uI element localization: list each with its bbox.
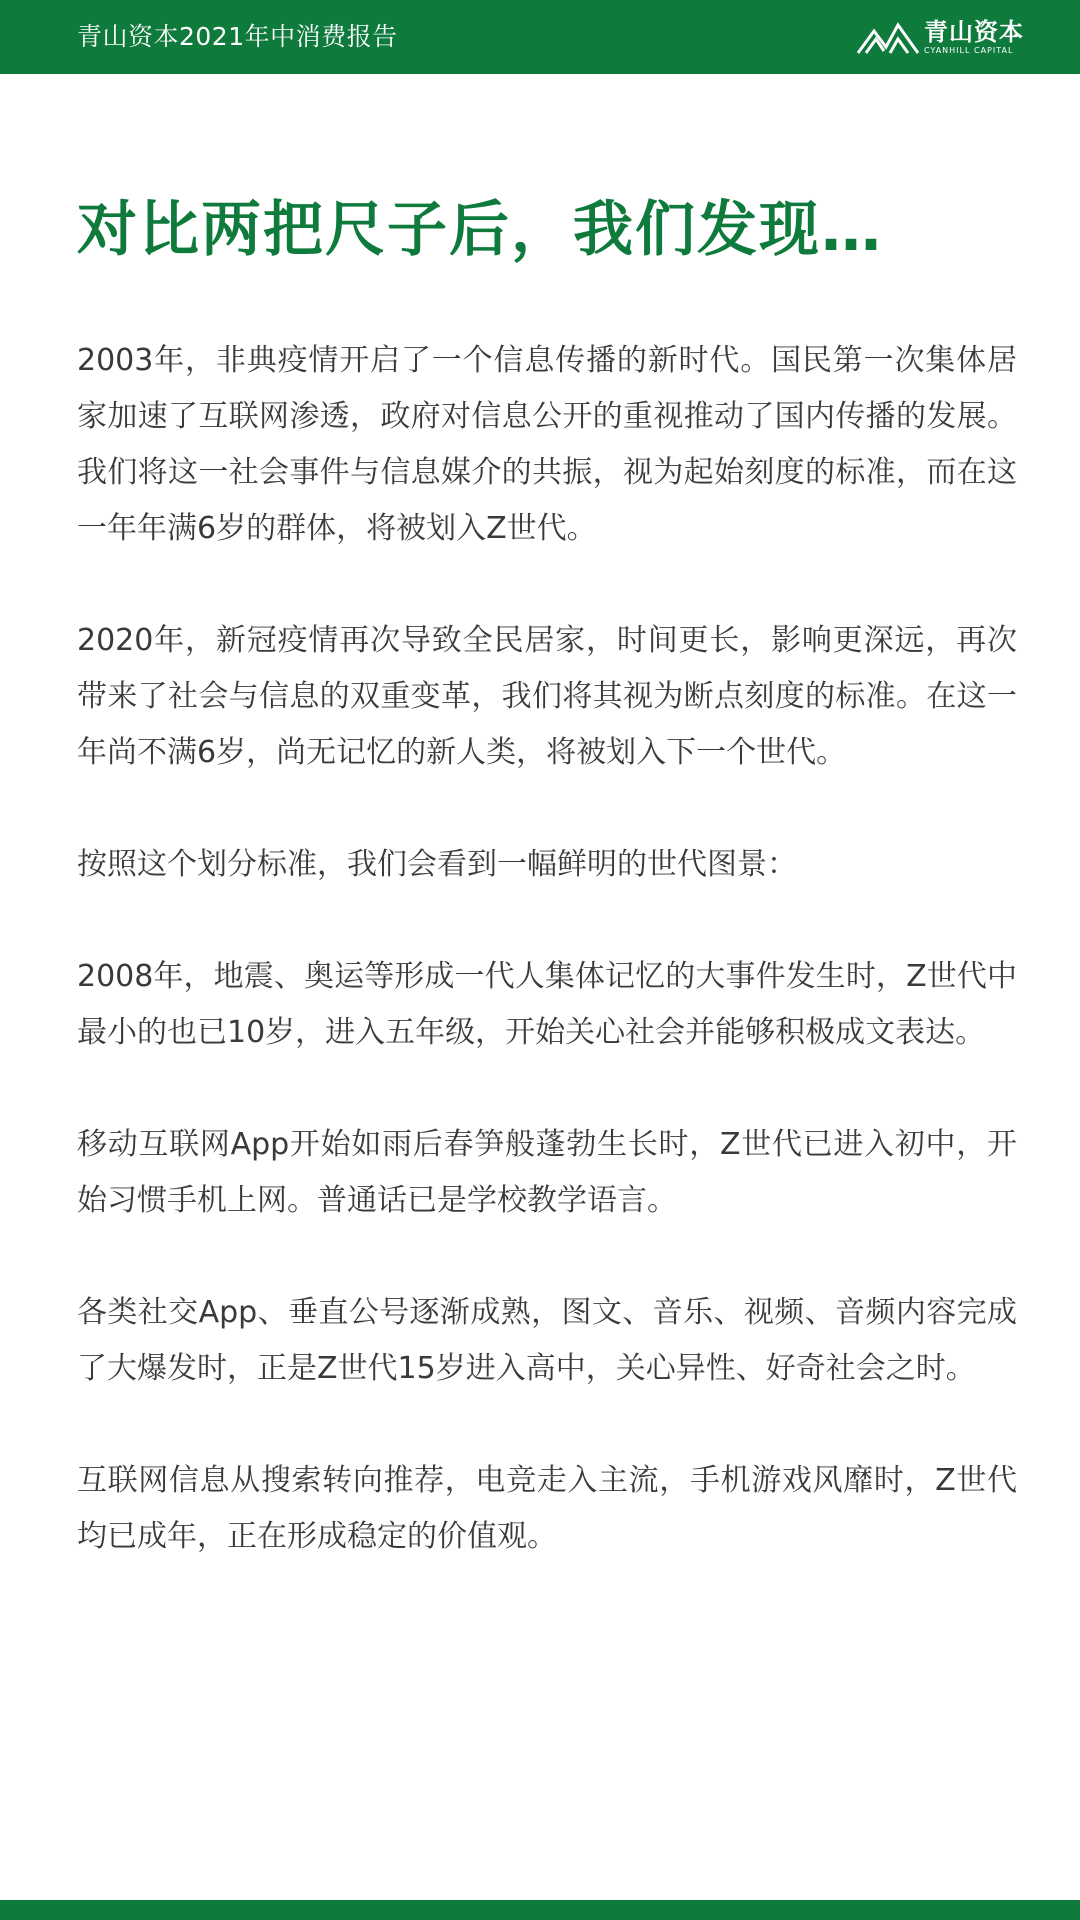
paragraph-recommendation: 互联网信息从搜索转向推荐，电竞走入主流，手机游戏风靡时，Z世代均已成年，正在形成稳定的价值观。 — [77, 1463, 1017, 1554]
mountain-logo-icon — [856, 17, 920, 57]
header-bar — [0, 0, 1080, 74]
paragraph-2008: 2008年，地震、奥运等形成一代人集体记忆的大事件发生时，Z世代中最小的也已10岁，进入五年级，开始关心社会并能够积极成文表达。 — [77, 959, 1017, 1050]
report-title: 青山资本2021年中消费报告 — [77, 22, 398, 51]
page-title: 对比两把尺子后，我们发现… — [77, 195, 883, 265]
footer-bar — [0, 1900, 1080, 1920]
body-content — [77, 333, 1017, 1621]
paragraph-mobile-internet: 移动互联网App开始如雨后春笋般蓬勃生长时，Z世代已进入初中，开始习惯手机上网。普通话已是学校教学语言。 — [77, 1127, 1017, 1218]
brand-name-en: CYANHILL CAPITAL — [924, 46, 1014, 55]
paragraph-covid-2020: 2020年，新冠疫情再次导致全民居家，时间更长，影响更深远，再次带来了社会与信息的双重变革，我们将其视为断点刻度的标准。在这一年尚不满6岁，尚无记忆的新人类，将被划入下一个世代。 — [77, 623, 1017, 770]
paragraph-social-apps: 各类社交App、垂直公号逐渐成熟，图文、音乐、视频、音频内容完成了大爆发时，正是Z世代15岁进入高中，关心异性、好奇社会之时。 — [77, 1295, 1017, 1386]
paragraph-standard: 按照这个划分标准，我们会看到一幅鲜明的世代图景： — [77, 847, 797, 882]
paragraph-sars-2003: 2003年，非典疫情开启了一个信息传播的新时代。国民第一次集体居家加速了互联网渗透，政府对信息公开的重视推动了国内传播的发展。我们将这一社会事件与信息媒介的共振，视为起始刻度的标准，而在这一年年满6岁的群体，将被划入Z世代。 — [77, 343, 1017, 546]
brand-name-cn: 青山资本 — [924, 18, 1024, 46]
brand-text — [924, 18, 1024, 56]
brand — [856, 14, 1024, 60]
